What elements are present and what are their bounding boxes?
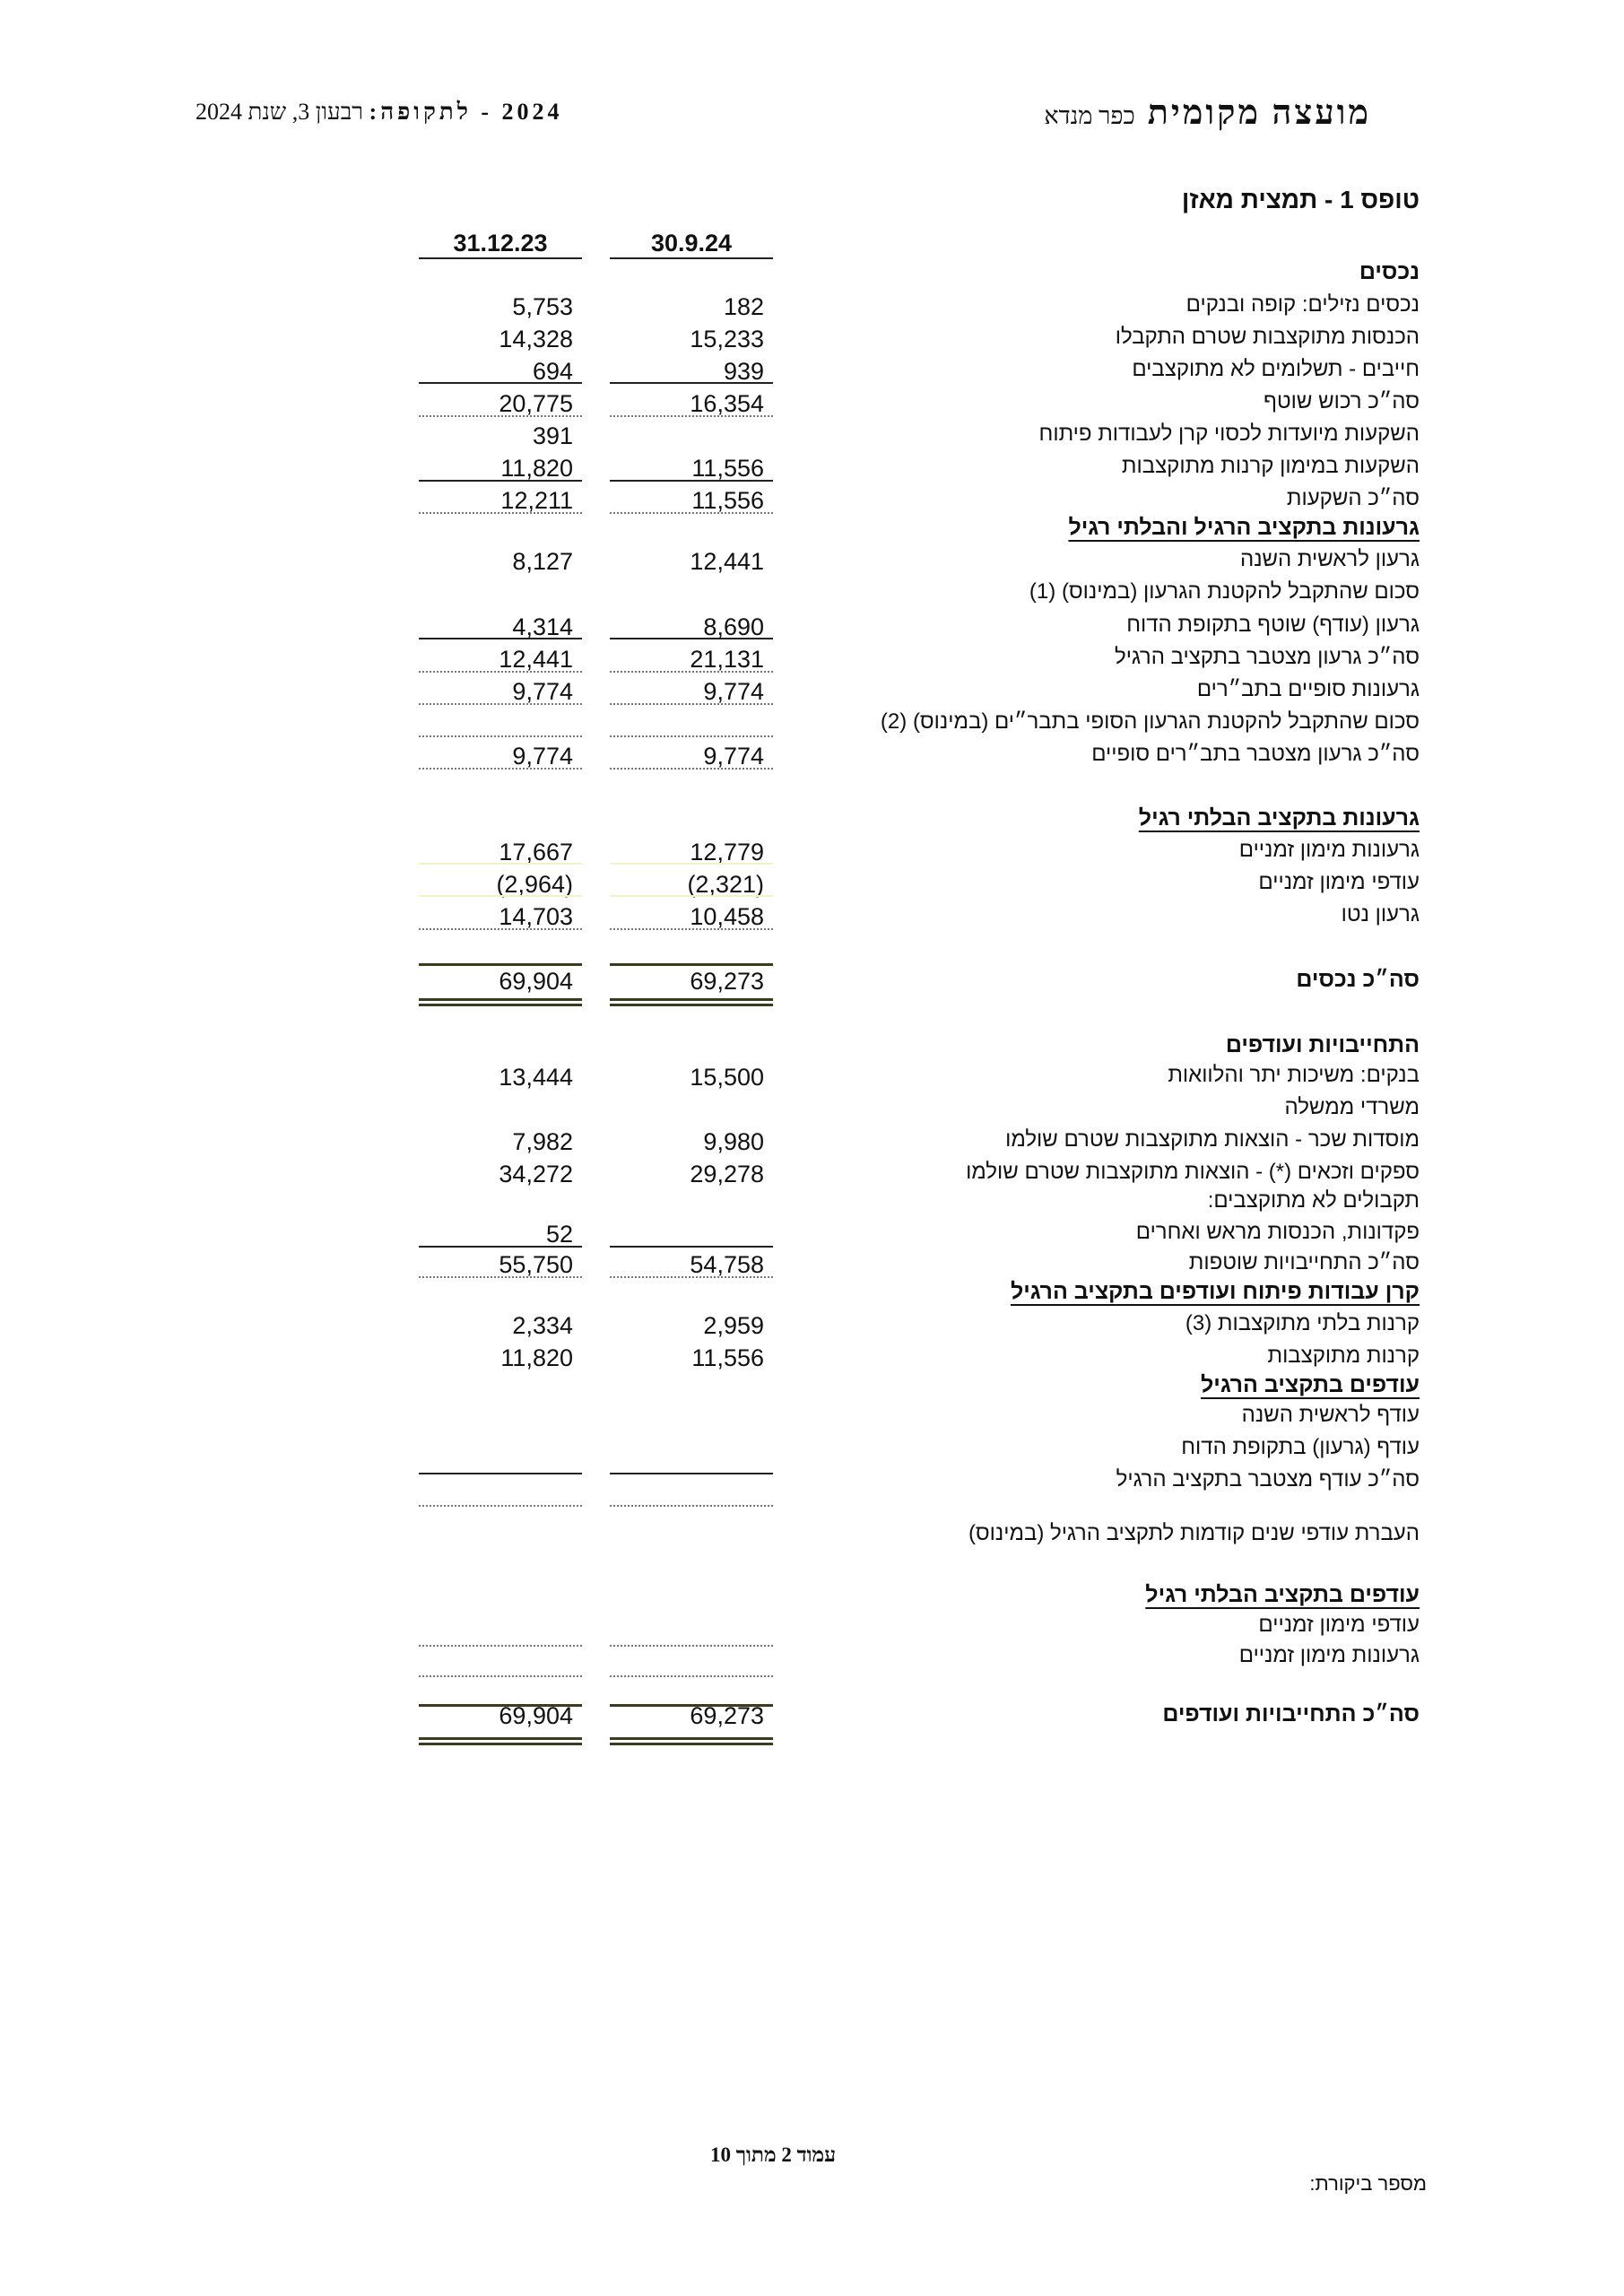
- value-2023: 52: [545, 1221, 573, 1248]
- value-2024: 11,556: [691, 1344, 764, 1371]
- dotted-rule: [419, 415, 582, 417]
- section-heading: נכסים: [1359, 259, 1420, 284]
- dotted-rule: [419, 703, 582, 705]
- dotted-rule: [610, 928, 773, 930]
- value-2023: 8,127: [512, 548, 573, 575]
- dotted-rule: [419, 735, 582, 737]
- underline-rule: [419, 382, 582, 384]
- value-2023: 5,753: [512, 293, 573, 320]
- form-title: טופס 1 - תמצית מאזן: [1181, 186, 1420, 213]
- underline-rule: [419, 1246, 582, 1248]
- row-label: קרנות מתוקצבות: [1267, 1344, 1420, 1368]
- underline-rule: [419, 1704, 582, 1707]
- dotted-rule: [610, 768, 773, 770]
- value-2024: 8,690: [703, 613, 764, 640]
- row-label: גרעון (עודף) שוטף בתקופת הדוח: [1126, 613, 1420, 637]
- value-2023: 7,982: [512, 1128, 573, 1155]
- row-label: נכסים נזילים: קופה ובנקים: [1185, 292, 1420, 317]
- row-label: תקבולים לא מתוקצבים:: [1207, 1188, 1420, 1213]
- value-2024: 12,441: [690, 548, 764, 575]
- row-label: עודפי מימון זמניים: [1258, 870, 1420, 894]
- value-2024: 9,774: [703, 743, 764, 770]
- row-label: סה״כ השקעות: [1286, 486, 1420, 510]
- underline-rule: [610, 998, 773, 1001]
- row-label: חייבים - תשלומים לא מתוקצבים: [1132, 357, 1420, 381]
- dotted-rule: [610, 671, 773, 673]
- value-2024: 11,556: [691, 455, 764, 482]
- row-label: עודפי מימון זמניים: [1258, 1613, 1420, 1637]
- dotted-rule: [419, 928, 582, 930]
- value-2024: 2,959: [703, 1312, 764, 1339]
- value-2023: 69,904: [499, 968, 573, 995]
- row-label: מוסדות שכר - הוצאות מתוקצבות שטרם שולמו: [1005, 1127, 1420, 1152]
- row-label: העברת עודפי שנים קודמות לתקציב הרגיל (במינוס): [968, 1521, 1420, 1545]
- column-header-2023: 31.12.23: [453, 230, 548, 257]
- value-2024: 69,273: [690, 1702, 764, 1729]
- value-2024: 11,556: [691, 487, 764, 514]
- underline-rule: [610, 1004, 773, 1006]
- underline-rule: [419, 863, 582, 865]
- underline-rule: [419, 480, 582, 482]
- value-2023: 34,272: [499, 1161, 573, 1187]
- period-label: 2024 - לתקופה:: [369, 99, 563, 125]
- underline-rule: [610, 1743, 773, 1745]
- row-label: ספקים וזכאים (*) - הוצאות מתוקצבות שטרם שולמו: [966, 1160, 1420, 1184]
- row-label: גרעון נטו: [1341, 902, 1420, 926]
- dotted-rule: [610, 1505, 773, 1507]
- total-row-label: סה״כ נכסים: [1296, 967, 1420, 992]
- underline-rule: [419, 963, 582, 966]
- row-label: גרעון לראשית השנה: [1239, 547, 1420, 571]
- underline-rule: [610, 1737, 773, 1740]
- row-label: עודף לראשית השנה: [1241, 1403, 1420, 1427]
- section-heading: עודפים בתקציב הבלתי רגיל: [1145, 1582, 1420, 1607]
- value-2023: 12,211: [500, 487, 573, 514]
- total-row-label: סה״כ התחייבויות ועודפים: [1162, 1701, 1420, 1726]
- underline-rule: [419, 257, 582, 259]
- section-heading: גרעונות בתקציב הרגיל והבלתי רגיל: [1068, 515, 1420, 540]
- value-2024: 15,233: [690, 326, 764, 352]
- row-label: סה״כ גרעון מצטבר בתקציב הרגיל: [1114, 645, 1420, 669]
- section-heading: התחייבויות ועודפים: [1225, 1032, 1420, 1057]
- underline-rule: [610, 1246, 773, 1248]
- row-label: סה״כ גרעון מצטבר בתב״רים סופיים: [1091, 742, 1420, 766]
- value-2024: (2,321): [687, 871, 764, 898]
- value-2024: 9,980: [703, 1128, 764, 1155]
- dotted-rule: [419, 1645, 582, 1647]
- org-title: מועצה מקומית: [1147, 94, 1371, 132]
- underline-rule: [610, 480, 773, 482]
- value-2024: 9,774: [703, 678, 764, 705]
- value-2023: 14,703: [499, 903, 573, 930]
- underline-rule: [419, 998, 582, 1001]
- value-2023: 14,328: [499, 326, 573, 352]
- underline-rule: [610, 1704, 773, 1707]
- row-label: השקעות מיועדות לכסוי קרן לעבודות פיתוח: [1038, 422, 1420, 446]
- underline-rule: [419, 1737, 582, 1740]
- value-2023: 9,774: [512, 743, 573, 770]
- dotted-rule: [419, 1505, 582, 1507]
- dotted-rule: [610, 512, 773, 514]
- org-name: כפר מנדא: [1044, 102, 1135, 129]
- row-label: השקעות במימון קרנות מתוקצבות: [1121, 454, 1420, 478]
- dotted-rule: [419, 1276, 582, 1278]
- value-2024: 69,273: [690, 968, 764, 995]
- underline-rule: [419, 1004, 582, 1006]
- section-heading: עודפים בתקציב הרגיל: [1201, 1372, 1420, 1397]
- row-label: סה״כ עודף מצטבר בתקציב הרגיל: [1116, 1467, 1420, 1492]
- row-label: סה״כ התחייבויות שוטפות: [1188, 1250, 1420, 1274]
- value-2023: 2,334: [512, 1312, 573, 1339]
- underline-rule: [610, 257, 773, 259]
- dotted-rule: [419, 512, 582, 514]
- value-2024: 15,500: [690, 1064, 764, 1091]
- row-label: גרעונות סופיים בתב״רים: [1196, 677, 1420, 701]
- audit-number-label: מספר ביקורת:: [1309, 2172, 1427, 2195]
- underline-rule: [419, 895, 582, 897]
- underline-rule: [610, 1473, 773, 1474]
- org-header: [1044, 93, 1371, 133]
- row-label: סכום שהתקבל להקטנת הגרעון (במינוס) (1): [1029, 579, 1420, 604]
- column-header-2024: 30.9.24: [650, 230, 733, 257]
- dotted-rule: [610, 1645, 773, 1647]
- value-2024: 21,131: [690, 646, 764, 673]
- dotted-rule: [610, 1276, 773, 1278]
- value-2024: 29,278: [690, 1161, 764, 1187]
- value-2023: 13,444: [499, 1064, 573, 1091]
- row-label: עודף (גרעון) בתקופת הדוח: [1181, 1435, 1420, 1459]
- section-heading: גרעונות בתקציב הבלתי רגיל: [1138, 805, 1420, 831]
- underline-rule: [610, 863, 773, 865]
- dotted-rule: [610, 703, 773, 705]
- value-2023: 12,441: [499, 646, 573, 673]
- value-2024: 12,779: [690, 839, 764, 865]
- dotted-rule: [419, 671, 582, 673]
- row-label: בנקים: משיכות יתר והלוואות: [1168, 1063, 1420, 1087]
- value-2023: (2,964): [496, 871, 573, 898]
- value-2023: 20,775: [499, 390, 573, 417]
- value-2024: 939: [723, 358, 764, 385]
- value-2023: 55,750: [499, 1251, 573, 1278]
- dotted-rule: [610, 1675, 773, 1677]
- row-label: גרעונות מימון זמניים: [1238, 1643, 1420, 1667]
- row-label: גרעונות מימון זמניים: [1238, 838, 1420, 862]
- dotted-rule: [610, 415, 773, 417]
- period-value: רבעון 3, שנת 2024: [195, 99, 364, 125]
- period-header: [195, 99, 563, 126]
- value-2024: 182: [723, 293, 764, 320]
- section-heading: קרן עבודות פיתוח ועודפים בתקציב הרגיל: [1010, 1279, 1420, 1304]
- underline-rule: [419, 638, 582, 639]
- underline-rule: [610, 895, 773, 897]
- value-2024: 54,758: [690, 1251, 764, 1278]
- value-2024: 16,354: [690, 390, 764, 417]
- row-label: סה״כ רכוש שוטף: [1264, 389, 1420, 413]
- row-label: סכום שהתקבל להקטנת הגרעון הסופי בתבר״ים (במינוס) (2): [880, 709, 1420, 734]
- value-2023: 11,820: [500, 1344, 573, 1371]
- row-label: פקדונות, הכנסות מראש ואחרים: [1135, 1220, 1420, 1244]
- page-number: עמוד 2 מתוך 10: [710, 2144, 837, 2166]
- row-label: משרדי ממשלה: [1284, 1095, 1420, 1119]
- row-label: קרנות בלתי מתוקצבות (3): [1185, 1311, 1420, 1335]
- value-2023: 11,820: [500, 455, 573, 482]
- row-label: הכנסות מתוקצבות שטרם התקבלו: [1115, 325, 1420, 349]
- value-2024: 10,458: [690, 903, 764, 930]
- dotted-rule: [419, 1675, 582, 1677]
- underline-rule: [610, 963, 773, 966]
- value-2023: 17,667: [499, 839, 573, 865]
- value-2023: 9,774: [512, 678, 573, 705]
- underline-rule: [419, 1473, 582, 1474]
- dotted-rule: [419, 768, 582, 770]
- value-2023: 391: [532, 422, 573, 449]
- value-2023: 694: [532, 358, 573, 385]
- underline-rule: [610, 382, 773, 384]
- value-2023: 69,904: [499, 1702, 573, 1729]
- underline-rule: [419, 1743, 582, 1745]
- dotted-rule: [610, 735, 773, 737]
- underline-rule: [610, 638, 773, 639]
- value-2023: 4,314: [512, 613, 573, 640]
